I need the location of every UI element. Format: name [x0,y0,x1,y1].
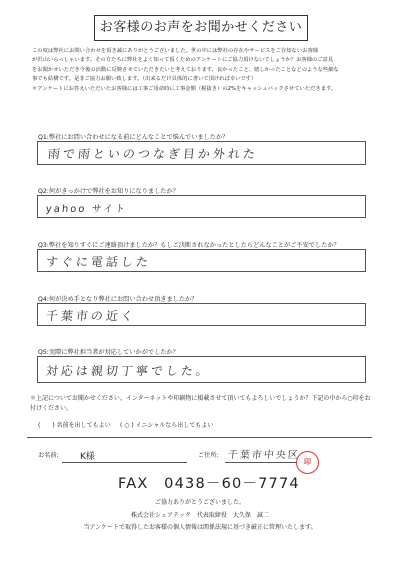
consent-note: ＊上記についてお聞かせください。インターネットや印刷物に掲載させて頂いてもよろしいでしょうか？下記の中から○印をお付けください。 [30,395,371,412]
q3-answer: すぐに電話した [45,255,152,269]
name-value: K様 [80,452,95,462]
consent-label: 名前を出してもよい [56,422,111,429]
q1-answer-box [37,141,366,165]
q5-answer-box [37,356,366,383]
consent-mark: ( ) [38,422,55,429]
address-underline [225,462,297,463]
thanks-text: ご協力ありがとうございました。 [154,499,245,506]
consent-option-name[interactable] [38,420,111,429]
company-text: 株式会社シェアテック 代表取締役 大久保 誠二 [131,512,269,519]
q1-label: Q1:弊社にお問い合わせになる前にどんなことで悩んでいましたか？ [38,134,229,141]
q5-label: Q5:実際に弊社担当者が対応していかがでしたか？ [38,349,179,356]
intro-text [32,47,372,94]
name-underline [62,462,187,463]
q5-answer: 対応は親切丁寧でした。 [45,364,212,378]
divider [27,437,372,438]
consent-option-initial[interactable] [120,420,213,429]
q4-answer: 千葉市の近く [45,309,137,323]
q2-answer-box [37,195,366,218]
q4-label: Q4:何が決め手となり弊社にお問い合わせ頂きましたか？ [38,296,198,303]
intro-line: この度は弊社にお問い合わせを頂き誠にありがとうございました。世の中には弊社の存在やサービスをご存知ないお客様 [32,48,319,54]
address-value: 千葉市中央区 [227,450,301,461]
q2-answer: yahoo サイト [45,204,128,215]
name-label: お名前: [38,452,59,459]
intro-line: をお聞かせいただき今後の活動に反映させていただきたいと考えております。良かったこと、嬉しかったことなどのような些細な [32,66,339,73]
page-title: お客様のお声をお聞かせください [94,15,308,41]
fax-number: FAX 0438－60－7774 [118,476,300,492]
consent-mark: ( ○ ) [120,422,134,429]
q4-answer-box [37,303,366,326]
address-label: ご住所: [198,452,219,459]
seal-stamp: 印 [296,451,319,474]
privacy-text: 当アンケートで取得したお客様の個人情報は関係法規に基づき厳正に管理いたします。 [83,524,317,531]
intro-line: 事でも結構です。是非ご協力お願い致します。（出来るだけ具体的に書いて頂ければ幸いです） [32,76,257,83]
intro-line: ＊アンケートにお答えいただいたお客様には工事ご用命時に工事金額（税抜き）の2%をキャッシュバックさせていただきます。 [32,85,337,92]
q3-answer-box [37,249,366,272]
q2-label: Q2:何がきっかけで弊社をお知りになりましたか？ [38,188,179,195]
q1-answer: 雨で雨といのつなぎ目か外れた [47,147,259,161]
q3-label: Q3:弊社を知りすぐにご連絡頂けましたか？もしご決断されなかったとしたらどんなことがご不安でしたか？ [38,242,340,249]
consent-label: イニシャルなら出してもよい [135,422,214,429]
intro-line: が沢山いらっしゃいます。その方たちに弊社をよく知って頂くためのアンケートにご協力頂けないでしょうか？お客様のご意見 [32,57,334,64]
